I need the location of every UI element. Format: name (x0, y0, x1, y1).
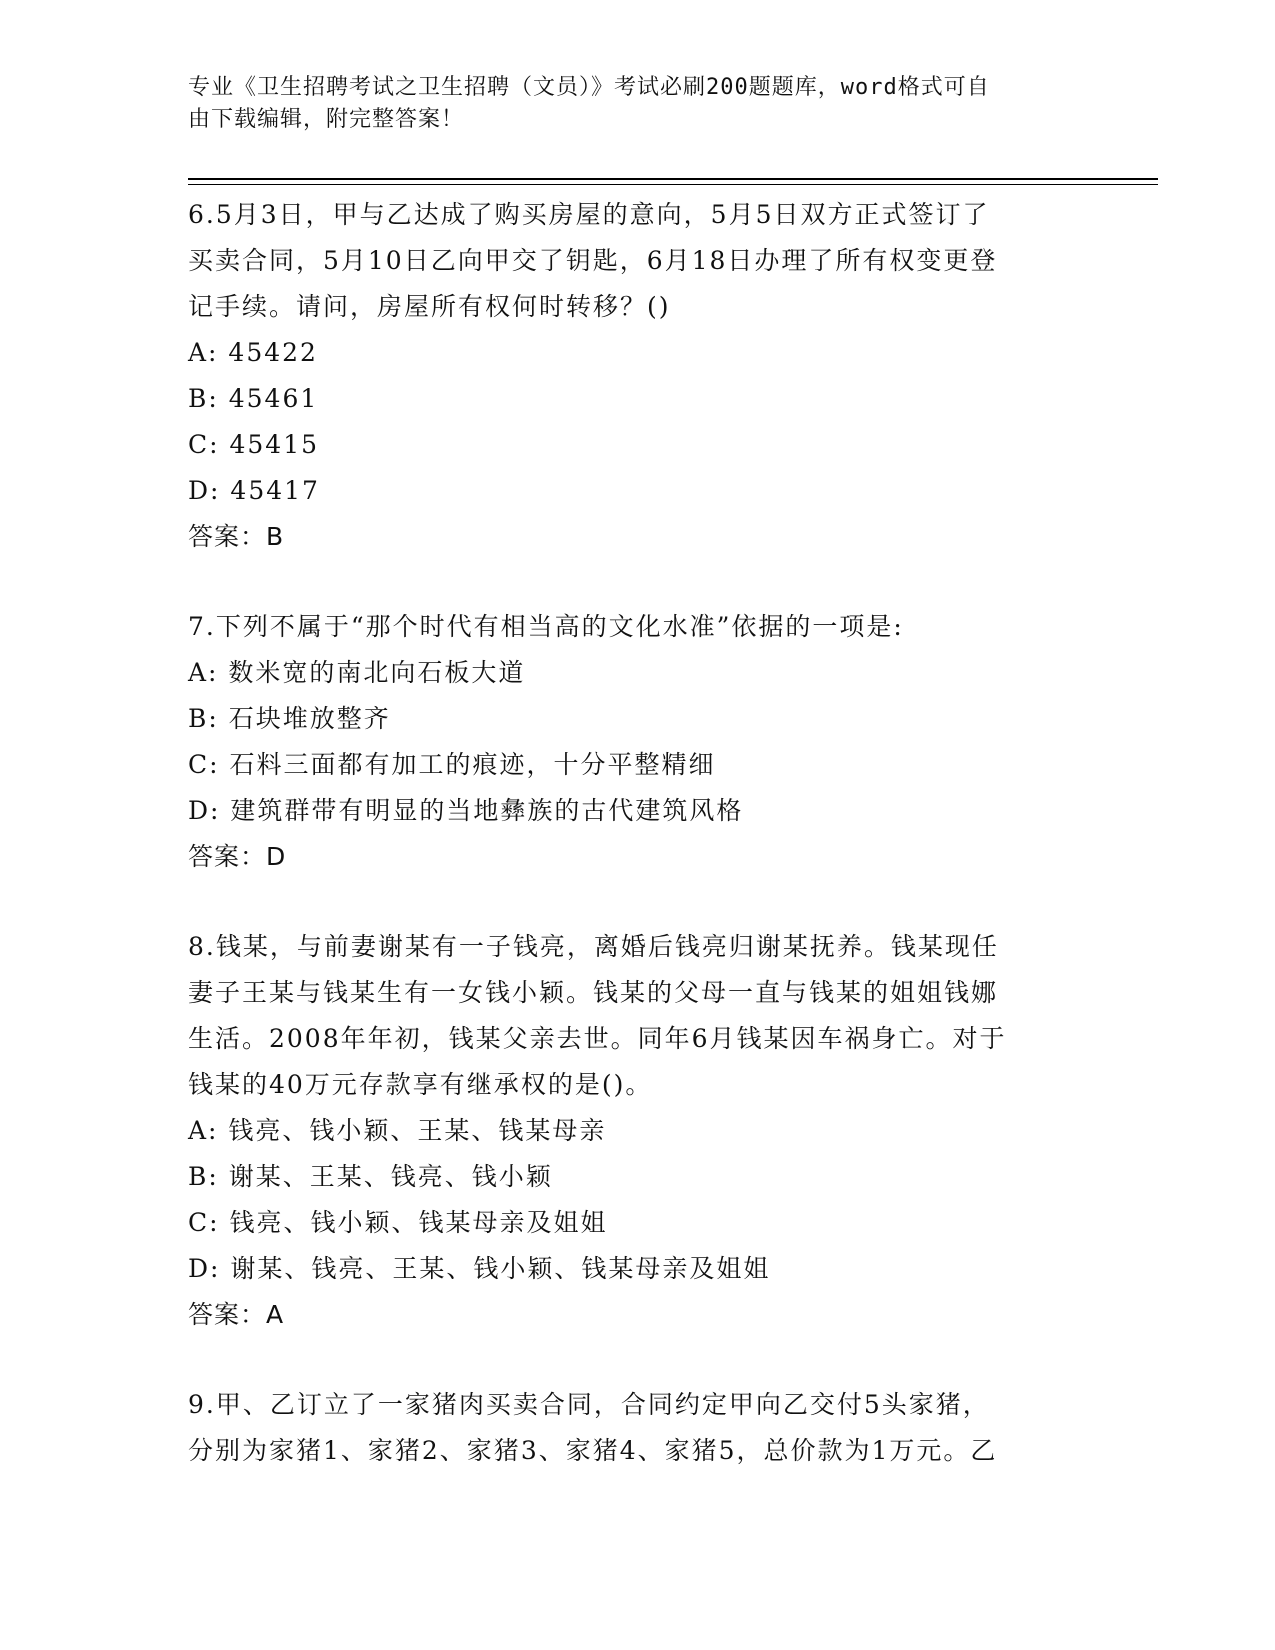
answer-label: 答案：D (188, 842, 287, 871)
question-stem-line: 妻子王某与钱某生有一女钱小颖。钱某的父母一直与钱某的姐姐钱娜 (188, 978, 999, 1007)
option-a: A: 45422 (188, 338, 318, 367)
option-b: B: 45461 (188, 384, 319, 413)
question-stem-line: 分别为家猪1、家猪2、家猪3、家猪4、家猪5，总价款为1万元。乙 (188, 1436, 998, 1465)
question-stem-line: 9.甲、乙订立了一家猪肉买卖合同，合同约定甲向乙交付5头家猪， (188, 1390, 990, 1419)
question-stem-line: 记手续。请问，房屋所有权何时转移？() (188, 292, 671, 321)
option-c: C: 钱亮、钱小颖、钱某母亲及姐姐 (188, 1208, 608, 1237)
header-divider-thin (188, 184, 1158, 185)
header-line-1: 专业《卫生招聘考试之卫生招聘（文员）》考试必刷200题题库，word格式可自 (188, 75, 990, 100)
option-a: A: 数米宽的南北向石板大道 (188, 658, 526, 687)
question-stem-line: 8.钱某，与前妻谢某有一子钱亮，离婚后钱亮归谢某抚养。钱某现任 (188, 932, 999, 961)
question-stem-line: 买卖合同，5月10日乙向甲交了钥匙，6月18日办理了所有权变更登 (188, 246, 998, 275)
option-d: D: 建筑群带有明显的当地彝族的古代建筑风格 (188, 796, 744, 825)
option-d: D: 谢某、钱亮、王某、钱小颖、钱某母亲及姐姐 (188, 1254, 771, 1283)
question-8 (188, 924, 1088, 1338)
option-c: C: 石料三面都有加工的痕迹，十分平整精细 (188, 750, 716, 779)
option-b: B: 谢某、王某、钱亮、钱小颖 (188, 1162, 553, 1191)
question-stem-line: 7.下列不属于“那个时代有相当高的文化水准”依据的一项是: (188, 612, 904, 641)
question-7 (188, 604, 1088, 880)
question-list (188, 192, 1088, 1518)
option-b: B: 石块堆放整齐 (188, 704, 391, 733)
question-stem-line: 6.5月3日，甲与乙达成了购买房屋的意向，5月5日双方正式签订了 (188, 200, 990, 229)
answer-label: 答案：B (188, 522, 285, 551)
question-6 (188, 192, 1088, 560)
question-stem-line: 钱某的40万元存款享有继承权的是()。 (188, 1070, 653, 1099)
answer-label: 答案：A (188, 1300, 285, 1329)
option-d: D: 45417 (188, 476, 320, 505)
option-c: C: 45415 (188, 430, 320, 459)
header-divider-thick (188, 178, 1158, 180)
question-9 (188, 1382, 1088, 1474)
question-stem-line: 生活。2008年年初，钱某父亲去世。同年6月钱某因车祸身亡。对于 (188, 1024, 1007, 1053)
header-line-2: 由下载编辑，附完整答案！ (188, 107, 465, 132)
document-header (188, 72, 1068, 136)
option-a: A: 钱亮、钱小颖、王某、钱某母亲 (188, 1116, 607, 1145)
